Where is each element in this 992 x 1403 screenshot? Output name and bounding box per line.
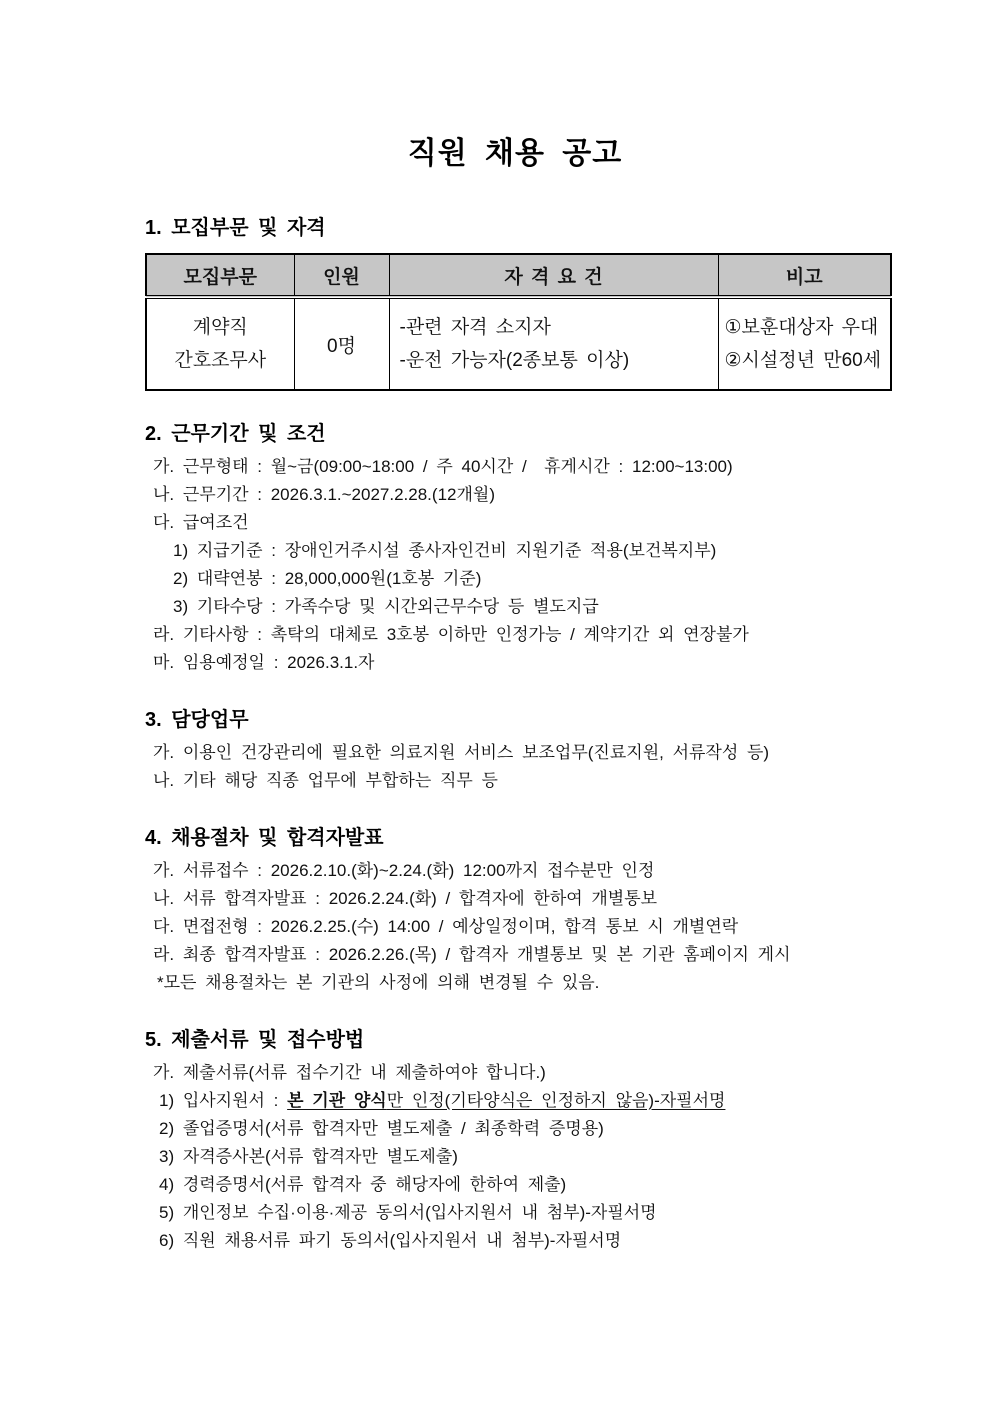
note-line-2: ②시설정년 만60세: [724, 350, 882, 371]
position-line-1: 계약직: [192, 317, 248, 338]
qualification-line-2: -운전 가능자(2종보통 이상): [399, 350, 630, 371]
other-matters-line: 라. 기타사항 : 촉탁의 대체로 3호봉 이하만 인정가능 / 계약기간 외 연장불가: [153, 625, 749, 644]
recruitment-table: [145, 253, 892, 391]
cell-position: [146, 297, 294, 390]
section-2-heading: 2. 근무기간 및 조건: [145, 423, 326, 445]
work-type-line: 가. 근무형태 : 월~금(09:00~18:00 / 주 40시간 / 휴게시간 : 12:00~13:00): [153, 457, 733, 476]
col-header-headcount: 인원: [294, 254, 389, 297]
section-submission-documents: [145, 1027, 885, 1255]
graduation-cert-line: 2) 졸업증명서(서류 합격자만 별도제출 / 최종학력 증명용): [159, 1119, 604, 1138]
section-5-heading: 5. 제출서류 및 접수방법: [145, 1029, 365, 1051]
final-announce-line: 라. 최종 합격자발표 : 2026.2.26.(목) / 합격자 개별통보 및 본 기관 홈페이지 게시: [153, 945, 791, 964]
appointment-date-line: 마. 임용예정일 : 2026.3.1.자: [153, 653, 375, 672]
procedure-change-note: *모든 채용절차는 본 기관의 사정에 의해 변경될 수 있음.: [157, 973, 600, 992]
section-recruitment-fields: [145, 215, 885, 391]
salary-conditions-line: 다. 급여조건: [153, 513, 249, 532]
document-title: 직원 채용 공고: [407, 137, 623, 170]
qualification-line-1: -관련 자격 소지자: [399, 317, 551, 338]
approx-salary-line: 2) 대략연봉 : 28,000,000원(1호봉 기준): [173, 569, 482, 588]
section-duties: [145, 707, 885, 795]
position-line-2: 간호조무사: [174, 350, 267, 371]
application-form-underline-rest: 만 인정(기타양식은 인정하지 않음)-자필서명: [386, 1091, 726, 1110]
duty-line-1: 가. 이용인 건강관리에 필요한 의료지원 서비스 보조업무(진료지원, 서류작성 등): [153, 743, 770, 762]
section-1-heading: 1. 모집부문 및 자격: [145, 217, 326, 239]
col-header-position: 모집부문: [146, 254, 294, 297]
document-disposal-consent-line: 6) 직원 채용서류 파기 동의서(입사지원서 내 첨부)-자필서명: [159, 1231, 622, 1250]
other-allowance-line: 3) 기타수당 : 가족수당 및 시간외근무수당 등 별도지급: [173, 597, 599, 616]
section-hiring-procedure: [145, 825, 885, 997]
cell-headcount: 0명: [294, 297, 389, 390]
section-4-heading: 4. 채용절차 및 합격자발표: [145, 827, 384, 849]
submission-intro-line: 가. 제출서류(서류 접수기간 내 제출하여야 합니다.): [153, 1063, 546, 1082]
note-line-1: ①보훈대상자 우대: [724, 317, 879, 338]
interview-line: 다. 면접전형 : 2026.2.25.(수) 14:00 / 예상일정이며, 합격 통보 시 개별연락: [153, 917, 739, 936]
table-header-row: [146, 254, 891, 297]
work-period-line: 나. 근무기간 : 2026.3.1.~2027.2.28.(12개월): [153, 485, 495, 504]
application-form-line: [145, 1087, 885, 1115]
duty-line-2: 나. 기타 해당 직종 업무에 부합하는 직무 등: [153, 771, 498, 790]
document-reception-line: 가. 서류접수 : 2026.2.10.(화)~2.24.(화) 12:00까지 접수분만 인정: [153, 861, 655, 880]
cell-notes: [718, 297, 891, 390]
cell-qualifications: [389, 297, 718, 390]
license-copy-line: 3) 자격증사본(서류 합격자만 별도제출): [159, 1147, 458, 1166]
payment-standard-line: 1) 지급기준 : 장애인거주시설 종사자인건비 지원기준 적용(보건복지부): [173, 541, 717, 560]
col-header-notes: 비고: [718, 254, 891, 297]
table-data-row: [146, 297, 891, 390]
application-form-bold-underline: 본 기관 양식: [287, 1091, 387, 1110]
document-pass-announce-line: 나. 서류 합격자발표 : 2026.2.24.(화) / 합격자에 한하여 개별통보: [153, 889, 658, 908]
privacy-consent-line: 5) 개인정보 수집·이용·제공 동의서(입사지원서 내 첨부)-자필서명: [159, 1203, 657, 1222]
section-3-heading: 3. 담당업무: [145, 709, 249, 731]
section-work-conditions: [145, 421, 885, 677]
application-form-prefix: 1) 입사지원서 :: [159, 1091, 288, 1110]
col-header-qualifications: 자 격 요 건: [389, 254, 718, 297]
career-cert-line: 4) 경력증명서(서류 합격자 중 해당자에 한하여 제출): [159, 1175, 567, 1194]
